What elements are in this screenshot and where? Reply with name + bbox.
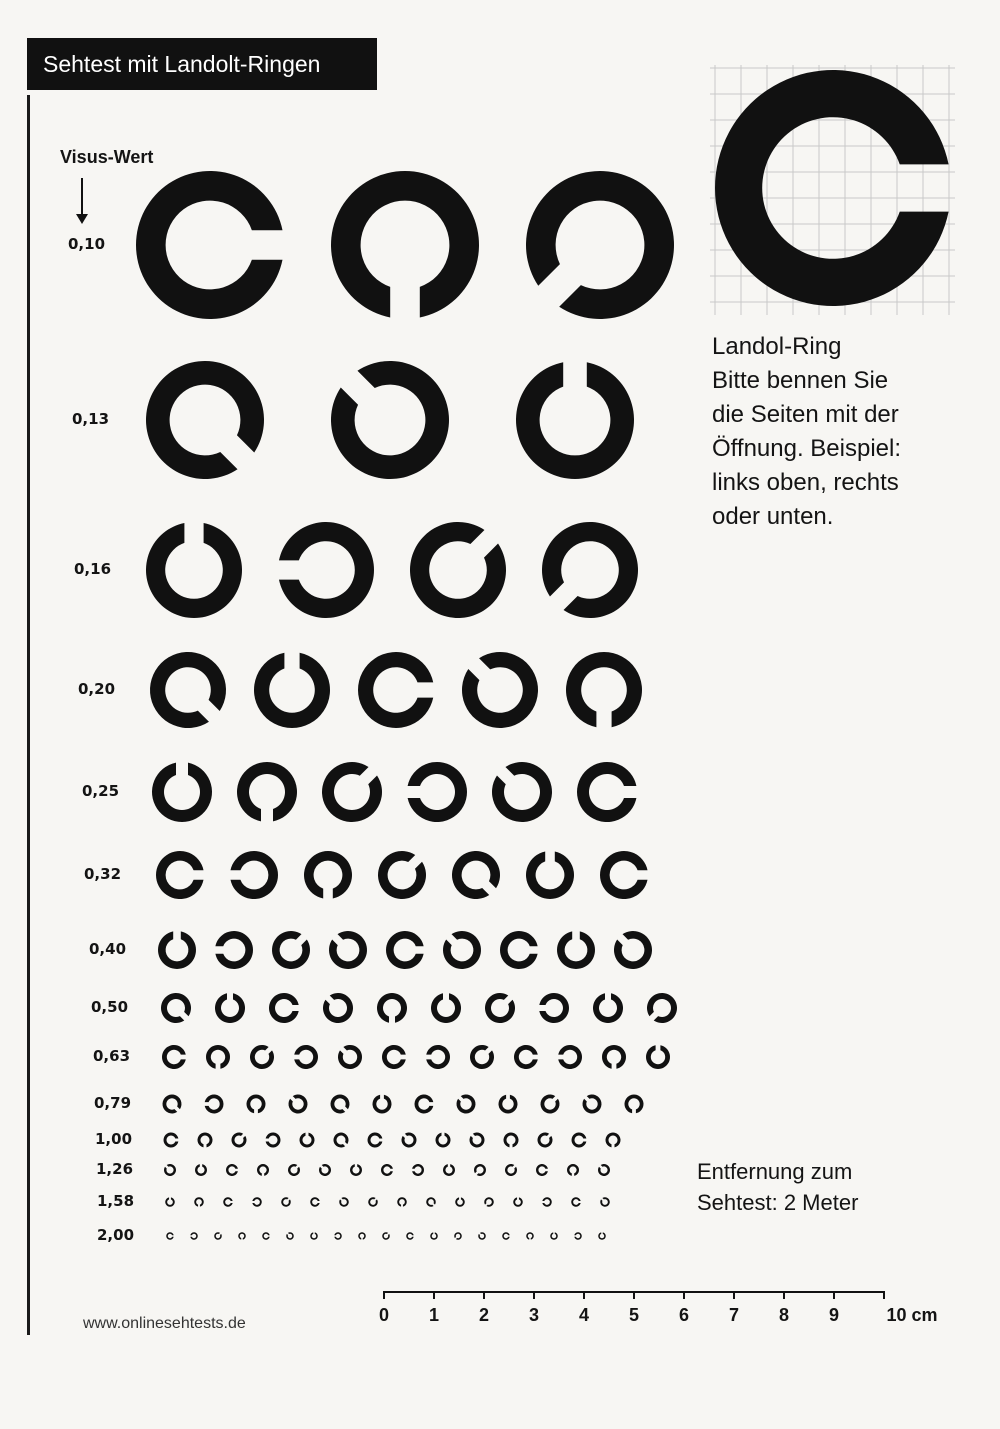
landolt-ring bbox=[454, 1232, 462, 1240]
landolt-ring bbox=[150, 652, 226, 728]
landolt-ring bbox=[215, 993, 245, 1023]
landolt-ring bbox=[266, 1133, 281, 1148]
landolt-ring bbox=[502, 1232, 509, 1239]
ruler-tick-label: 8 bbox=[778, 1305, 790, 1325]
ruler-tick bbox=[583, 1291, 585, 1299]
landolt-ring bbox=[246, 1095, 265, 1114]
landolt-ring bbox=[484, 1197, 493, 1206]
landolt-ring bbox=[279, 522, 374, 618]
ruler-tick bbox=[483, 1291, 485, 1299]
landolt-ring bbox=[426, 1045, 450, 1069]
landolt-ring bbox=[322, 762, 382, 822]
ruler-tick bbox=[383, 1291, 385, 1299]
landolt-ring bbox=[205, 1095, 224, 1114]
landolt-ring bbox=[215, 931, 253, 969]
landolt-ring bbox=[410, 522, 506, 618]
landolt-ring bbox=[288, 1164, 300, 1176]
ruler-tick-label: 0 bbox=[378, 1305, 390, 1325]
ruler-tick bbox=[733, 1291, 735, 1299]
landolt-ring bbox=[214, 1232, 222, 1240]
landolt-ring bbox=[334, 1232, 341, 1239]
landolt-ring bbox=[333, 1133, 348, 1148]
landolt-ring bbox=[300, 1133, 315, 1148]
instructions-line: Bitte bennen Sie bbox=[712, 367, 889, 394]
landolt-ring bbox=[514, 1045, 538, 1069]
landolt-ring bbox=[272, 931, 310, 969]
landolt-ring bbox=[368, 1197, 377, 1207]
landolt-ring bbox=[257, 1164, 269, 1176]
landolt-ring bbox=[254, 653, 330, 728]
visus-value-label: 0,32 bbox=[84, 865, 122, 883]
landolt-ring bbox=[206, 1045, 230, 1069]
landolt-ring bbox=[539, 993, 569, 1023]
landolt-ring bbox=[286, 1232, 294, 1240]
landolt-ring bbox=[230, 851, 278, 899]
landolt-ring bbox=[598, 1164, 610, 1176]
landolt-ring bbox=[378, 851, 426, 899]
landolt-ring bbox=[470, 1132, 485, 1147]
visus-value-label: 0,63 bbox=[93, 1047, 131, 1065]
landolt-ring bbox=[443, 1164, 455, 1176]
landolt-ring bbox=[223, 1197, 232, 1207]
landolt-ring bbox=[516, 362, 634, 479]
landolt-ring bbox=[408, 762, 467, 822]
landolt-ring bbox=[162, 1045, 186, 1069]
landolt-ring bbox=[329, 931, 367, 969]
landolt-ring bbox=[152, 763, 212, 822]
landolt-ring bbox=[136, 171, 283, 319]
landolt-ring bbox=[402, 1132, 417, 1147]
landolt-ring bbox=[166, 1232, 173, 1239]
instructions-line: die Seiten mit der bbox=[712, 401, 899, 428]
landolt-ring bbox=[582, 1095, 601, 1114]
landolt-ring bbox=[625, 1095, 644, 1114]
landolt-ring bbox=[397, 1197, 407, 1206]
visus-value-label: 1,58 bbox=[97, 1192, 135, 1210]
visus-value-label: 0,79 bbox=[94, 1094, 132, 1112]
landolt-ring bbox=[381, 1164, 393, 1176]
centimeter-ruler bbox=[380, 1285, 940, 1345]
distance-note bbox=[697, 1156, 957, 1218]
visus-axis-label: Visus-Wert bbox=[60, 147, 154, 167]
landolt-ring bbox=[146, 523, 242, 618]
landolt-ring bbox=[386, 931, 424, 969]
landolt-ring bbox=[513, 1197, 523, 1206]
example-ring-grid bbox=[705, 60, 960, 325]
ruler-tick-label: 3 bbox=[528, 1305, 540, 1325]
visus-value-label: 0,16 bbox=[74, 560, 112, 578]
ruler-tick bbox=[883, 1291, 885, 1299]
landolt-ring bbox=[377, 993, 407, 1023]
landolt-ring bbox=[500, 931, 538, 969]
landolt-ring bbox=[541, 1095, 560, 1114]
landolt-ring bbox=[430, 1232, 438, 1239]
landolt-ring bbox=[478, 1232, 486, 1240]
landolt-ring bbox=[470, 1045, 494, 1069]
landolt-ring bbox=[557, 931, 595, 969]
landolt-ring bbox=[310, 1232, 318, 1239]
visus-value-label: 0,40 bbox=[89, 940, 127, 958]
landolt-ring bbox=[331, 361, 449, 479]
ruler-tick-label: 10 cm bbox=[886, 1305, 938, 1325]
visus-value-label: 2,00 bbox=[97, 1226, 135, 1244]
landolt-ring bbox=[373, 1095, 392, 1114]
visus-value-label: 0,20 bbox=[78, 680, 116, 698]
landolt-ring bbox=[358, 1232, 366, 1239]
ruler-tick-label: 6 bbox=[678, 1305, 690, 1325]
ruler-tick bbox=[633, 1291, 635, 1299]
landolt-ring bbox=[382, 1232, 390, 1240]
example-landolt-ring bbox=[715, 70, 949, 306]
ruler-tick bbox=[833, 1291, 835, 1299]
landolt-ring bbox=[382, 1045, 406, 1069]
landolt-ring bbox=[646, 1045, 670, 1069]
ruler-tick bbox=[683, 1291, 685, 1299]
landolt-ring bbox=[165, 1197, 175, 1206]
landolt-ring bbox=[526, 171, 674, 319]
distance-line: Entfernung zum bbox=[697, 1159, 853, 1184]
landolt-ring bbox=[542, 1197, 551, 1207]
landolt-ring bbox=[190, 1232, 197, 1239]
landolt-ring bbox=[536, 1164, 548, 1176]
visus-value-label: 0,10 bbox=[68, 235, 106, 253]
landolt-ring bbox=[485, 993, 515, 1023]
landolt-ring bbox=[252, 1197, 261, 1207]
landolt-ring bbox=[526, 1232, 534, 1239]
landolt-ring bbox=[443, 931, 481, 969]
ruler-tick-label: 7 bbox=[728, 1305, 740, 1325]
landolt-ring bbox=[412, 1164, 424, 1176]
title-banner: Sehtest mit Landolt-Ringen bbox=[27, 38, 377, 90]
landolt-ring bbox=[474, 1164, 486, 1176]
landolt-ring bbox=[602, 1045, 626, 1069]
landolt-ring bbox=[162, 1095, 181, 1114]
landolt-ring bbox=[566, 652, 642, 727]
instructions-text bbox=[712, 330, 972, 534]
landolt-ring bbox=[436, 1133, 451, 1148]
landolt-ring bbox=[339, 1197, 349, 1207]
landolt-ring bbox=[406, 1232, 413, 1239]
landolt-ring bbox=[226, 1164, 238, 1176]
footer-url: www.onlinesehtests.de bbox=[83, 1315, 246, 1332]
ruler-tick-label: 4 bbox=[578, 1305, 590, 1325]
landolt-ring bbox=[158, 931, 196, 969]
landolt-ring bbox=[331, 171, 479, 318]
landolt-ring bbox=[574, 1232, 581, 1239]
landolt-ring bbox=[358, 652, 433, 728]
visus-value-label: 1,00 bbox=[95, 1130, 133, 1148]
landolt-ring bbox=[338, 1045, 362, 1069]
landolt-ring bbox=[350, 1164, 362, 1176]
instructions-line: links oben, rechts bbox=[712, 469, 899, 496]
landolt-ring bbox=[526, 851, 574, 899]
landolt-ring bbox=[323, 993, 353, 1023]
landolt-ring bbox=[572, 1132, 587, 1147]
landolt-ring bbox=[606, 1133, 621, 1148]
landolt-ring bbox=[499, 1095, 518, 1114]
landolt-ring bbox=[146, 361, 264, 479]
landolt-ring bbox=[294, 1045, 318, 1069]
landolt-ring bbox=[571, 1197, 580, 1207]
landolt-ring bbox=[330, 1095, 349, 1114]
ruler-tick-label: 5 bbox=[628, 1305, 640, 1325]
landolt-ring bbox=[550, 1232, 558, 1239]
landolt-ring bbox=[455, 1197, 464, 1206]
distance-line: Sehtest: 2 Meter bbox=[697, 1190, 859, 1215]
landolt-ring bbox=[505, 1164, 517, 1176]
landolt-ring bbox=[593, 993, 623, 1023]
landolt-ring bbox=[262, 1232, 269, 1239]
landolt-ring bbox=[238, 1232, 246, 1239]
landolt-ring bbox=[198, 1133, 213, 1148]
landolt-ring bbox=[304, 851, 352, 899]
landolt-ring bbox=[542, 522, 638, 618]
landolt-ring bbox=[288, 1095, 307, 1114]
landolt-ring bbox=[456, 1095, 475, 1114]
visus-value-label: 0,13 bbox=[72, 410, 110, 428]
ruler-tick-label: 9 bbox=[828, 1305, 840, 1325]
landolt-ring bbox=[598, 1232, 606, 1239]
landolt-ring bbox=[492, 762, 552, 822]
ruler-tick-label: 1 bbox=[428, 1305, 440, 1325]
landolt-ring bbox=[310, 1197, 319, 1207]
landolt-ring bbox=[161, 993, 191, 1023]
landolt-ring bbox=[600, 851, 648, 899]
instructions-line: Landol-Ring bbox=[712, 333, 842, 360]
visus-value-label: 1,26 bbox=[96, 1160, 134, 1178]
landolt-ring bbox=[368, 1133, 383, 1148]
landolt-ring bbox=[164, 1164, 176, 1176]
ruler-tick bbox=[433, 1291, 435, 1299]
landolt-ring bbox=[452, 851, 500, 899]
landolt-ring bbox=[237, 762, 297, 821]
landolt-ring bbox=[164, 1133, 179, 1148]
landolt-ring bbox=[231, 1133, 246, 1148]
landolt-ring bbox=[503, 1133, 518, 1148]
example-ring-panel bbox=[705, 60, 960, 325]
landolt-ring bbox=[195, 1164, 207, 1176]
landolt-ring bbox=[567, 1164, 579, 1176]
landolt-ring bbox=[156, 851, 204, 899]
landolt-ring bbox=[426, 1197, 435, 1207]
landolt-ring bbox=[614, 931, 652, 969]
landolt-ring bbox=[647, 993, 677, 1023]
landolt-ring bbox=[250, 1045, 274, 1069]
landolt-ring bbox=[431, 993, 461, 1023]
ruler-tick bbox=[783, 1291, 785, 1299]
visus-value-label: 0,25 bbox=[82, 782, 120, 800]
landolt-ring bbox=[558, 1045, 582, 1069]
ruler-tick bbox=[533, 1291, 535, 1299]
landolt-ring bbox=[319, 1164, 331, 1176]
landolt-ring bbox=[577, 762, 636, 822]
landolt-ring bbox=[269, 993, 299, 1023]
landolt-ring bbox=[194, 1197, 204, 1206]
instructions-line: Öffnung. Beispiel: bbox=[712, 435, 902, 462]
landolt-ring bbox=[600, 1197, 609, 1207]
instructions-line: oder unten. bbox=[712, 503, 834, 530]
visus-value-label: 0,50 bbox=[91, 998, 129, 1016]
landolt-ring bbox=[415, 1095, 434, 1114]
landolt-ring bbox=[281, 1197, 291, 1207]
landolt-ring bbox=[462, 652, 538, 728]
landolt-ring bbox=[538, 1133, 553, 1148]
ruler-tick-label: 2 bbox=[478, 1305, 490, 1325]
